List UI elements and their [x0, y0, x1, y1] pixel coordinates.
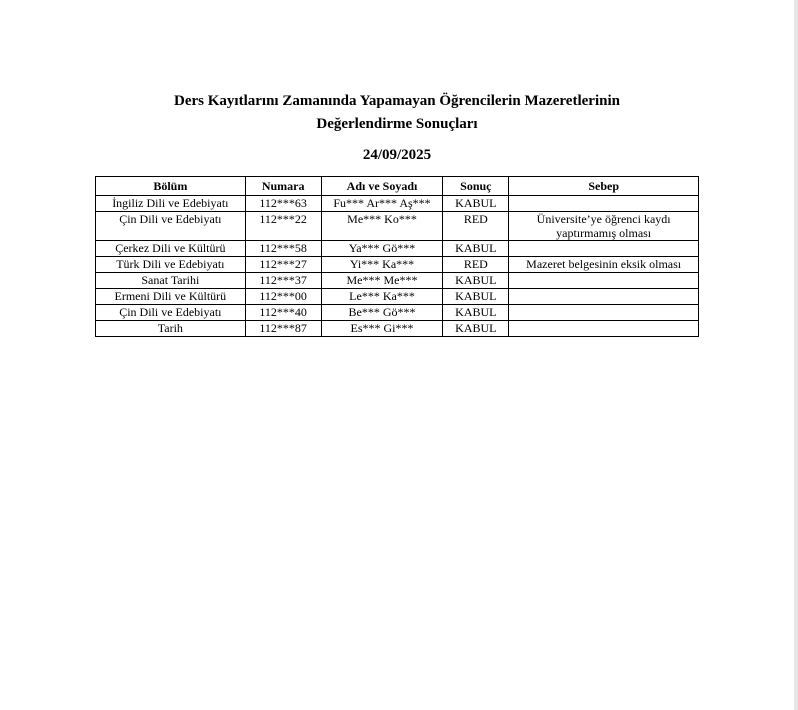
cell-sebep: Mazeret belgesinin eksik olması: [509, 257, 699, 273]
cell-sebep: [509, 273, 699, 289]
table-row: [96, 289, 699, 305]
cell-bolum: Çerkez Dili ve Kültürü: [96, 241, 246, 257]
cell-adi-soyadi: Le*** Ka***: [321, 289, 443, 305]
results-table: [95, 176, 699, 337]
cell-sonuc: KABUL: [443, 321, 509, 337]
cell-adi-soyadi: Fu*** Ar*** Aş***: [321, 196, 443, 212]
cell-numara: 112***87: [245, 321, 321, 337]
cell-sonuc: RED: [443, 257, 509, 273]
cell-numara: 112***22: [245, 212, 321, 241]
cell-sonuc: RED: [443, 212, 509, 241]
cell-numara: 112***40: [245, 305, 321, 321]
table-row: [96, 241, 699, 257]
cell-sebep: [509, 289, 699, 305]
table-row: [96, 273, 699, 289]
cell-bolum: Sanat Tarihi: [96, 273, 246, 289]
cell-sonuc: KABUL: [443, 289, 509, 305]
document-title-line2: Değerlendirme Sonuçları: [316, 116, 478, 132]
table-row: [96, 305, 699, 321]
cell-bolum: Türk Dili ve Edebiyatı: [96, 257, 246, 273]
header-sebep: Sebep: [509, 177, 699, 196]
cell-numara: 112***27: [245, 257, 321, 273]
cell-bolum: Tarih: [96, 321, 246, 337]
document-date: 24/09/2025: [362, 147, 432, 163]
document-title-line1: Ders Kayıtlarını Zamanında Yapamayan Öğrencilerin Mazeretlerinin: [174, 93, 620, 109]
header-bolum: Bölüm: [96, 177, 246, 196]
cell-sonuc: KABUL: [443, 305, 509, 321]
cell-sebep: Üniversite’ye öğrenci kaydı yaptırmamış olması: [509, 212, 699, 241]
header-adi-soyadi: Adı ve Soyadı: [321, 177, 443, 196]
cell-sonuc: KABUL: [443, 273, 509, 289]
cell-bolum: Ermeni Dili ve Kültürü: [96, 289, 246, 305]
cell-bolum: Çin Dili ve Edebiyatı: [96, 305, 246, 321]
cell-sebep: [509, 305, 699, 321]
cell-bolum: Çin Dili ve Edebiyatı: [96, 212, 246, 241]
table-header-row: [96, 177, 699, 196]
cell-numara: 112***58: [245, 241, 321, 257]
cell-adi-soyadi: Me*** Ko***: [321, 212, 443, 241]
header-sonuc: Sonuç: [443, 177, 509, 196]
table-row: [96, 212, 699, 241]
cell-adi-soyadi: Me*** Me***: [321, 273, 443, 289]
cell-bolum: İngiliz Dili ve Edebiyatı: [96, 196, 246, 212]
cell-sebep: [509, 321, 699, 337]
cell-adi-soyadi: Es*** Gi***: [321, 321, 443, 337]
cell-numara: 112***00: [245, 289, 321, 305]
cell-sonuc: KABUL: [443, 241, 509, 257]
cell-sebep: [509, 241, 699, 257]
table-row: [96, 321, 699, 337]
header-numara: Numara: [245, 177, 321, 196]
table-row: [96, 196, 699, 212]
cell-adi-soyadi: Be*** Gö***: [321, 305, 443, 321]
cell-sebep: [509, 196, 699, 212]
page-edge: [794, 0, 798, 710]
cell-sonuc: KABUL: [443, 196, 509, 212]
cell-adi-soyadi: Ya*** Gö***: [321, 241, 443, 257]
cell-numara: 112***63: [245, 196, 321, 212]
cell-numara: 112***37: [245, 273, 321, 289]
cell-adi-soyadi: Yi*** Ka***: [321, 257, 443, 273]
table-row: [96, 257, 699, 273]
